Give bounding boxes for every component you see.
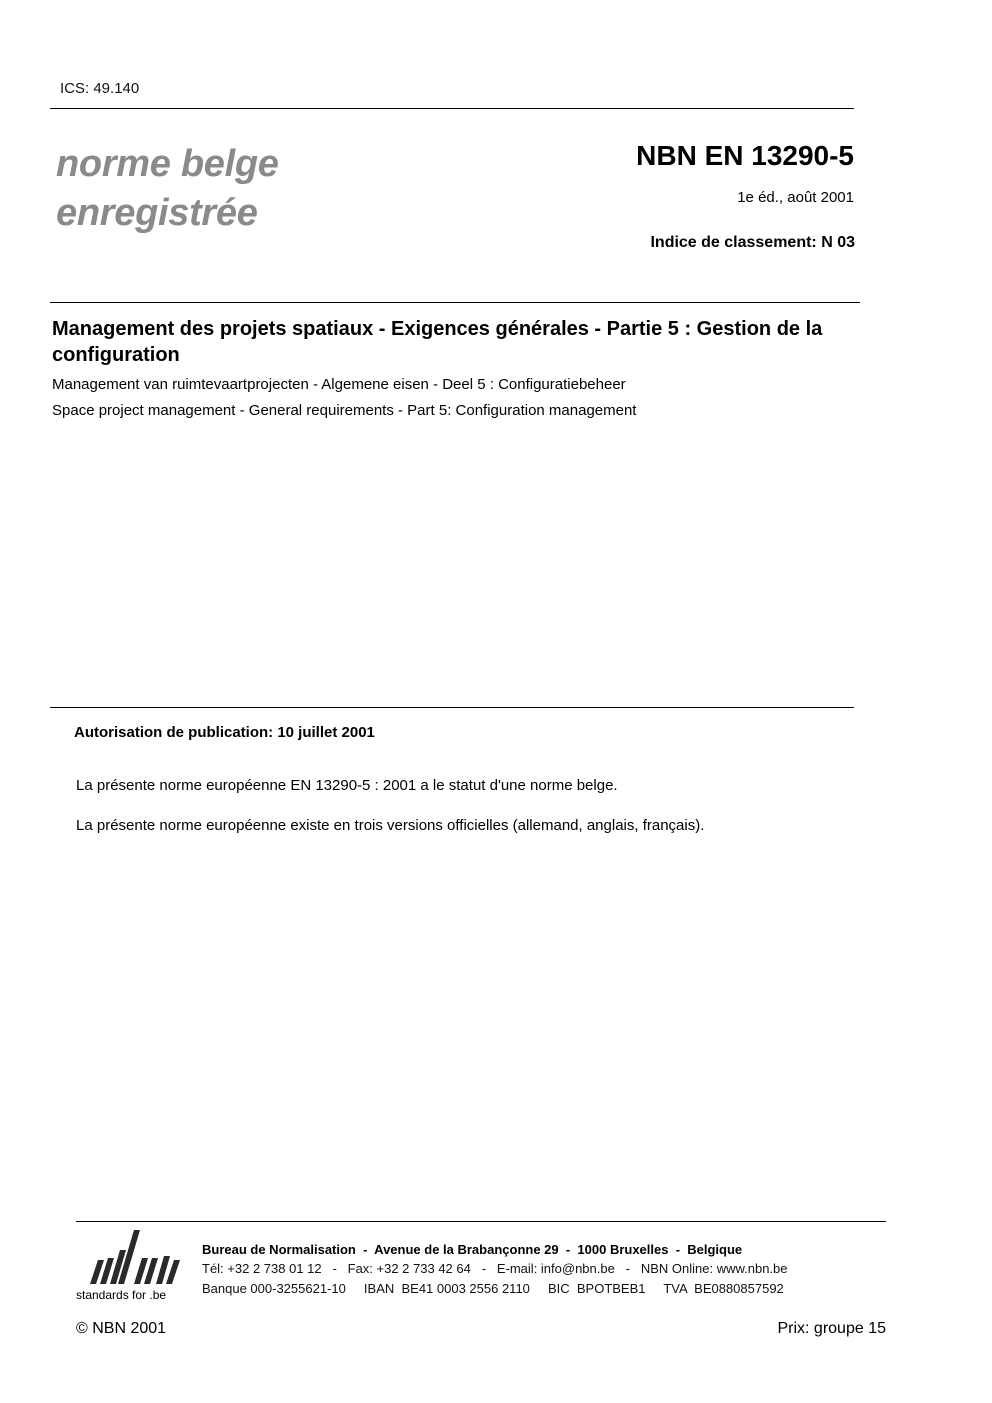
status-paragraph: La présente norme européenne EN 13290-5 : 2001 a le statut d'une norme belge. bbox=[76, 777, 618, 794]
footer-divider bbox=[76, 1221, 886, 1222]
versions-paragraph: La présente norme européenne existe en trois versions officielles (allemand, anglais, français). bbox=[76, 817, 705, 834]
title-divider bbox=[50, 302, 860, 303]
footer-contact: Tél: +32 2 738 01 12 - Fax: +32 2 733 42 64 - E-mail: info@nbn.be - NBN Online: www.nbn.be bbox=[202, 1261, 788, 1276]
title-english: Space project management - General requirements - Part 5: Configuration management bbox=[52, 402, 637, 419]
body-divider bbox=[50, 707, 854, 708]
brand-title bbox=[56, 140, 279, 238]
footer-address: Bureau de Normalisation - Avenue de la Brabançonne 29 - 1000 Bruxelles - Belgique bbox=[202, 1242, 743, 1257]
header-divider bbox=[50, 108, 854, 109]
footer-bank-details: Banque 000-3255621-10 IBAN BE41 0003 2556 2110 BIC BPOTBEB1 TVA BE0880857592 bbox=[202, 1281, 784, 1296]
ics-code: ICS: 49.140 bbox=[60, 80, 140, 97]
classification-index: Indice de classement: N 03 bbox=[650, 234, 855, 251]
copyright: © NBN 2001 bbox=[76, 1320, 167, 1337]
brand-line-2: enregistrée bbox=[56, 192, 258, 234]
brand-line-1: norme belge bbox=[56, 143, 279, 185]
title-french: Management des projets spatiaux - Exigences générales - Partie 5 : Gestion de la configuration bbox=[52, 318, 823, 366]
standard-number: NBN EN 13290-5 bbox=[636, 140, 854, 171]
price-group: Prix: groupe 15 bbox=[777, 1320, 886, 1337]
logo-tagline: standards for .be bbox=[76, 1288, 167, 1302]
title-dutch: Management van ruimtevaartprojecten - Algemene eisen - Deel 5 : Configuratiebeheer bbox=[52, 376, 626, 393]
publication-authorization: Autorisation de publication: 10 juillet 2001 bbox=[74, 724, 375, 741]
edition-date: 1e éd., août 2001 bbox=[737, 189, 854, 206]
